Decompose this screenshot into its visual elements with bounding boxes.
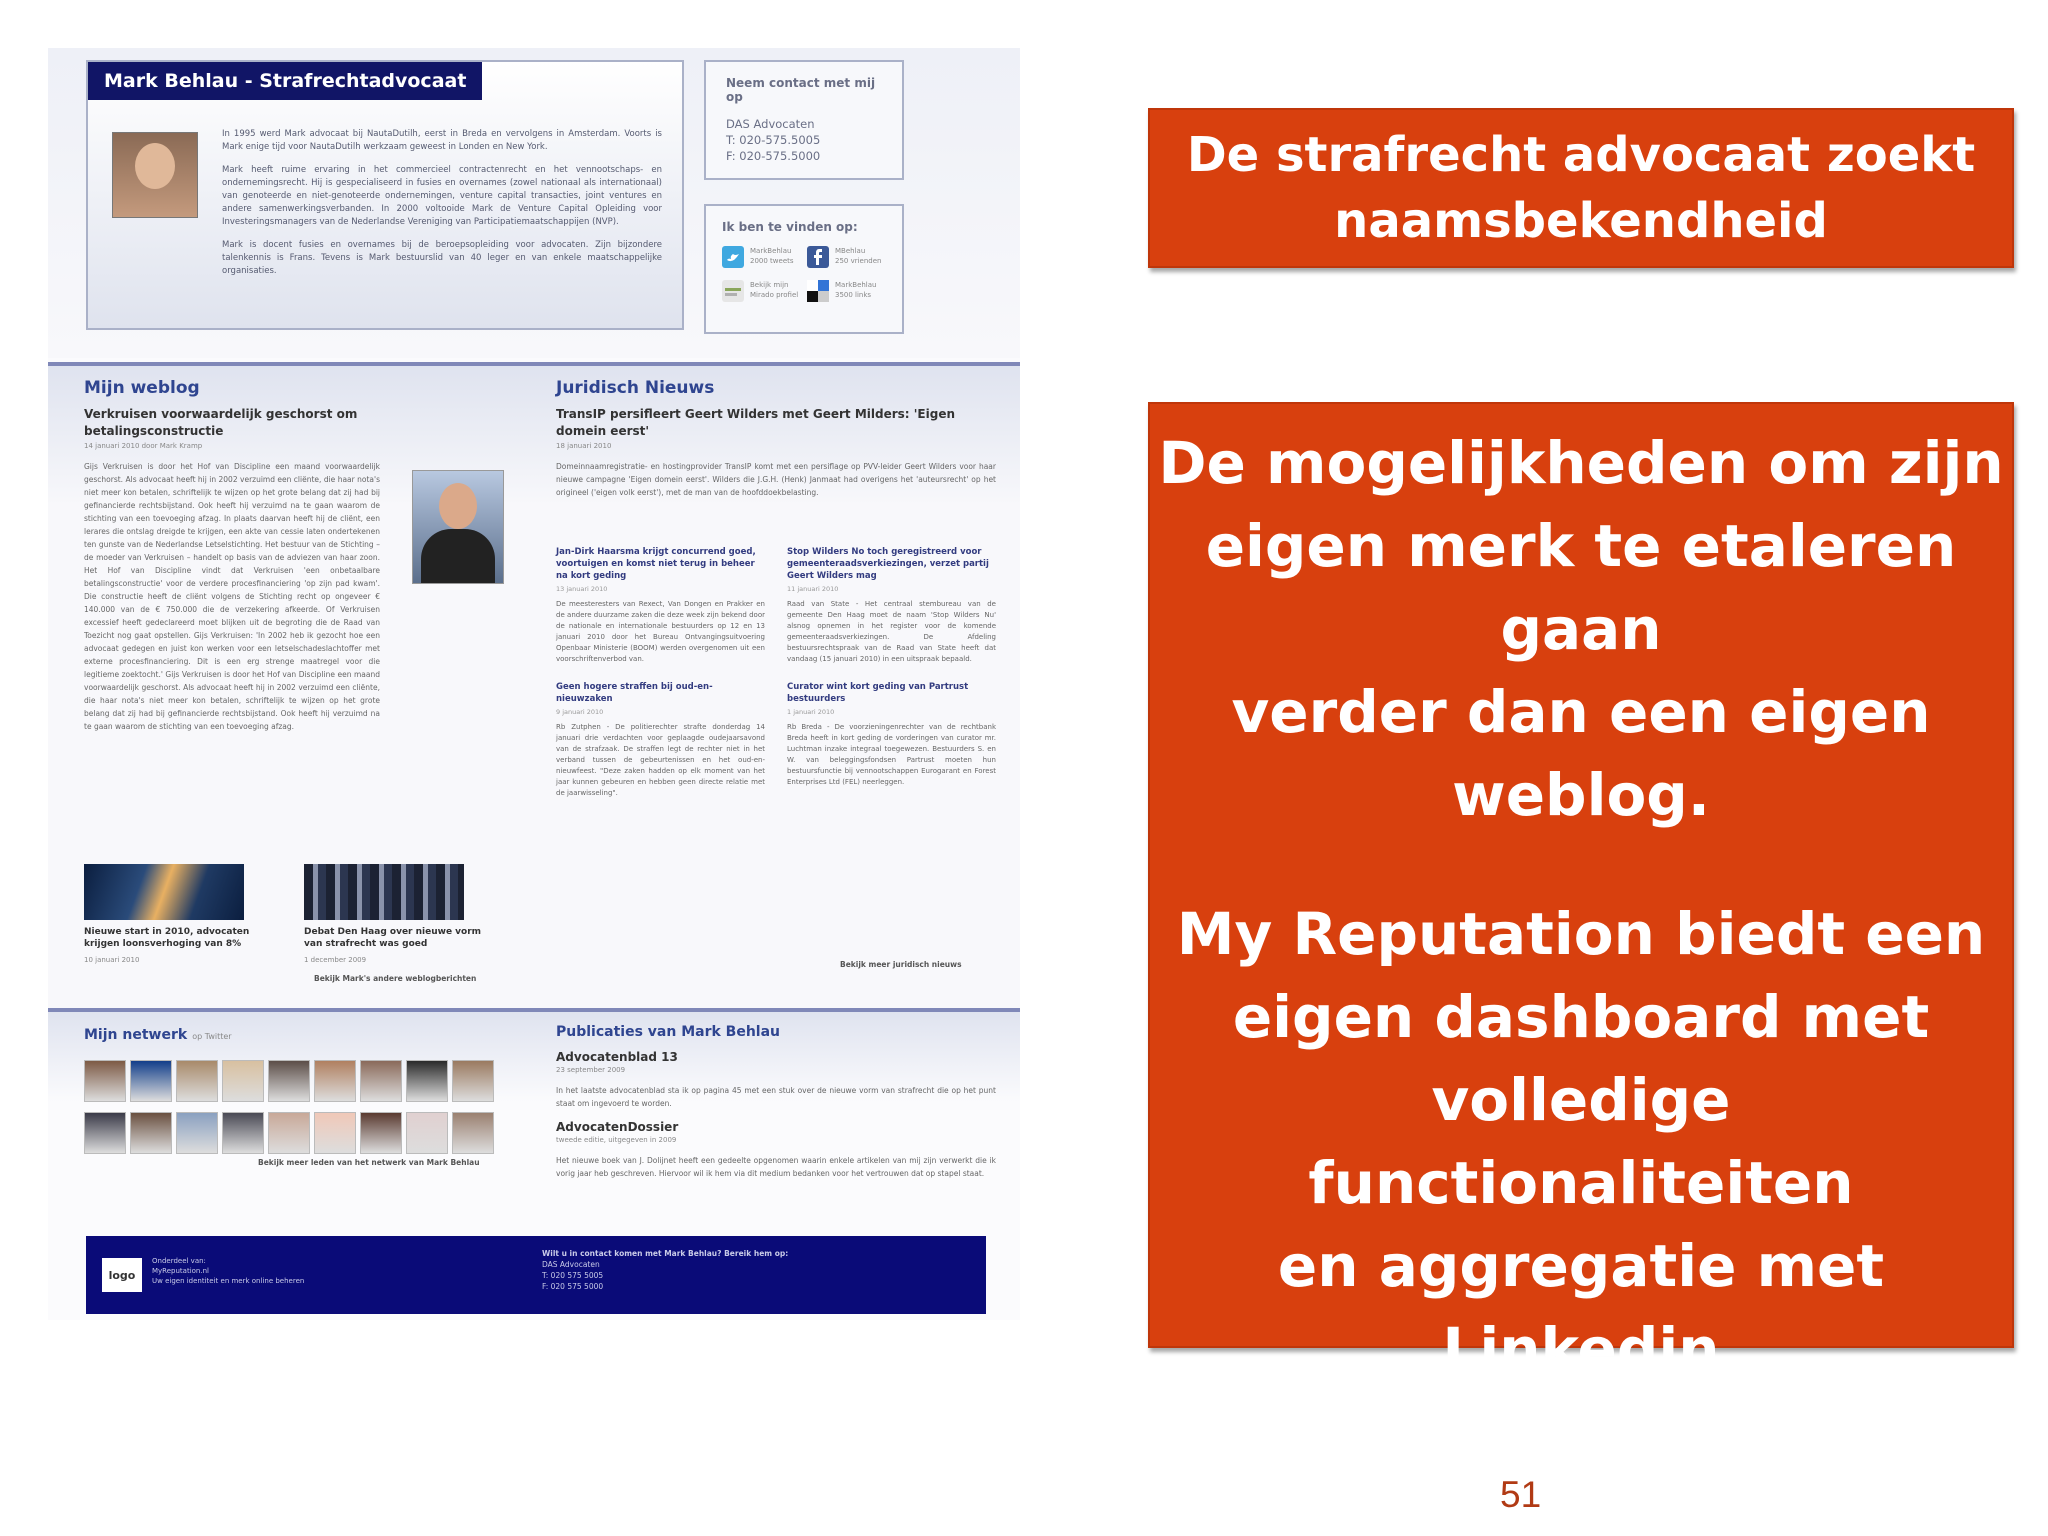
site-footer: [86, 1236, 986, 1314]
network-avatar[interactable]: [360, 1112, 402, 1154]
news-item: [787, 546, 996, 681]
network-avatars: [84, 1060, 498, 1154]
social-name: MarkBehlau: [750, 247, 792, 255]
description-line: volledige functionaliteiten: [1308, 1066, 1854, 1217]
publications-column: [556, 1024, 996, 1180]
network-avatar[interactable]: [84, 1060, 126, 1102]
news-item-date: 13 januari 2010: [556, 585, 608, 593]
site-logo[interactable]: logo: [102, 1258, 142, 1292]
network-avatar[interactable]: [176, 1112, 218, 1154]
profile-section: [48, 48, 1020, 358]
social-name: MBehlau: [835, 247, 866, 255]
description-line: en aggregatie met Linkedin: [1277, 1232, 1885, 1383]
lawyer-photo: [412, 470, 504, 584]
footer-line: T: 020 575 5005: [542, 1271, 604, 1280]
network-avatar[interactable]: [130, 1060, 172, 1102]
network-avatar[interactable]: [176, 1060, 218, 1102]
weblog-article-body: Gijs Verkruisen is door het Hof van Discipline een maand voorwaardelijk geschorst. Als advocaat heeft hij in 2002 verzuimd een cliënte, die haar nota's niet meer kon betalen, schriftelijk te wijzen op het grote belang dat zij had bij gefinancierde rechtsbijstand. Ook heeft hij verzuimd na te gaan waarom de stichting van een toevoeging afzag. In plaats daarvan heeft hij de cliënt, een lerares die ontslag dreigde te krijgen, een akte van cessie laten ondertekenen ten gunste van de Nederlandse Letselstichting. Het bestuur van de Stichting – de moeder van Verkruisen – handelt op basis van de adviezen van haar zoon. Het Hof van Discipline vindt dat Verkruisen 'een onbetaalbare betalingsconstructie' voor de verdere procesfinanciering 'op zijn pad kwam'. Die constructie heeft de cliënt volgens de Stichting recht op ongeveer € 140.000 van de € 750.000 die de verzekering afkeerde. Of Verkruisen excessief heeft gedeclareerd moet blijken uit de begroting die de Raad van Toezicht nog gaat opstellen. Gijs Verkruisen: 'In 2002 heb ik gezocht hoe een advocaat gedegen en juist kon werken voor een letselschadeslachtoffer met externe procesfinanciering. Dit is een erg strenge maatregel voor die legitieme zoektocht.' Gijs Verkruisen is door het Hof van Discipline een maand voorwaardelijk geschorst. Als advocaat heeft hij in 2002 verzuimd een cliënte, die haar nota's niet meer kon betalen, schriftelijk te wijzen op het grote belang dat zij had bij gefinancierde rechtsbijstand. Ook heeft hij verzuimd na te gaan waarom de stichting van een toevoeging afzag.: [84, 462, 380, 731]
contact-company: DAS Advocaten: [726, 117, 815, 131]
network-avatar[interactable]: [314, 1112, 356, 1154]
news-item: [556, 681, 765, 815]
publication-body: In het laatste advocatenblad sta ik op pagina 45 met een stuk over de nieuwe vorm van strafrecht die op het punt staat om ingevoerd te worden.: [556, 1086, 996, 1108]
footer-left: [152, 1256, 304, 1286]
bio-paragraph: Mark is docent fusies en overnames bij de beroepsopleiding voor advocaten. Zijn bijzondere talenkennis is Frans. Tevens is Mark bestuurslid van 40 leger en van enkele maatschappelijke organisaties.: [222, 240, 662, 276]
news-item-body: Rb Zutphen - De politierechter strafte donderdag 14 januari drie verdachten voor geplaagde oudejaarsavond van de strafzaak. De straffen legt de rechter niet in het verband tussen de gebeurtenissen en het oud-en-nieuwfeest. "Deze zaken hadden op elk moment van het jaar kunnen gebeuren en hebben geen directe relatie met de jaarwisseling".: [556, 723, 765, 797]
headline-box: [1148, 108, 2014, 268]
footer-line: F: 020 575 5000: [542, 1282, 604, 1291]
blog-thumb-date: 1 december 2009: [304, 956, 367, 964]
description-line: My Reputation biedt een: [1176, 900, 1986, 968]
description-line: verder dan een eigen: [1231, 678, 1931, 746]
weblog-column: [84, 378, 380, 820]
bio-paragraph: Mark heeft ruime ervaring in het commercieel contractenrecht en het vennootschaps- en ondernemingsrecht. Hij is gespecialiseerd in fusies en overnames (zowel nationaal als internationaal) van genoteerde en niet-genoteerde ondernemingen, venture capital transacties, joint ventures en andere samenwerkingsverbanden. In 2000 voltooide Mark de Venture Capital Opleiding voor Investeringsmanagers van de Nederlandse Vereniging van Participatiemaatschappijen (NVP).: [222, 165, 662, 227]
news-item-title[interactable]: Geen hogere straffen bij oud-en-nieuwzaken: [556, 682, 713, 704]
social-link-linkedin[interactable]: [722, 280, 801, 302]
weblog-title: Mijn weblog: [84, 378, 200, 398]
publication-title[interactable]: Advocatenblad 13: [556, 1050, 678, 1064]
publication-date: tweede editie, uitgegeven in 2009: [556, 1136, 677, 1144]
profile-name-bar: Mark Behlau - Strafrechtadvocaat: [88, 62, 482, 100]
blog-thumbnail[interactable]: [304, 864, 464, 920]
news-item-body: Rb Breda - De voorzieningenrechter van de rechtbank Breda heeft in kort geding de vorderingen van curator mr. Luchtman inzake integraal toegewezen. Bestuurders S. en W. van beleggingsfondsen Partrust moeten hun bestuursfunctie bij vennootschappen Eurogarant en Forest Enterprises Ltd (FEL) neerleggen.: [787, 723, 996, 786]
social-sub: Mirado profiel: [750, 291, 799, 299]
news-headline-body: Domeinnaamregistratie- en hostingprovider TransIP komt met een persiflage op PVV-leider Geert Wilders voor haar nieuwe campagne 'Eigen domein eerst'. Wilders die J.G.H. (Henk) Janmaat had overigens het 'auteursrecht' op het origineel ('eigen volk eerst'), met de man van de hoofddoekbelasting.: [556, 462, 996, 497]
news-item-date: 9 januari 2010: [556, 708, 604, 716]
social-box: [704, 204, 904, 334]
contact-box: [704, 60, 904, 180]
profile-bio: [222, 128, 662, 288]
footer-line: Onderdeel van:: [152, 1257, 206, 1265]
network-more-link[interactable]: Bekijk meer leden van het netwerk van Mark Behlau: [258, 1158, 480, 1167]
news-item: [556, 546, 765, 681]
network-avatar[interactable]: [406, 1060, 448, 1102]
description-line: eigen dashboard met: [1232, 983, 1930, 1051]
network-avatar[interactable]: [222, 1112, 264, 1154]
publication-body: Het nieuwe boek van J. Dolijnet heeft een gedeelte opgenomen waarin enkele artikelen van mij zijn verwerkt die ik vorig jaar heb geschreven. Hiervoor wil ik hem via dit medium bedanken voor het vertrouwen dat op stapel staat.: [556, 1156, 996, 1178]
social-sub: 250 vrienden: [835, 257, 882, 265]
blog-thumb-title[interactable]: Debat Den Haag over nieuwe vorm van strafrecht was goed: [304, 927, 482, 949]
social-name: Bekijk mijn: [750, 281, 789, 289]
blog-thumbnail[interactable]: [84, 864, 244, 920]
network-subtitle: op Twitter: [192, 1032, 232, 1041]
news-item-date: 1 januari 2010: [787, 708, 835, 716]
news-items: [556, 546, 996, 815]
network-avatar[interactable]: [406, 1112, 448, 1154]
news-item-title[interactable]: Jan-Dirk Haarsma krijgt concurrend goed, voortuigen en komst niet terug in beheer na kort geding: [556, 547, 756, 581]
bio-paragraph: In 1995 werd Mark advocaat bij NautaDutilh, eerst in Breda en vervolgens in Amsterdam. Voorts is Mark enige tijd voor NautaDutilh werkzaam geweest in Londen en New York.: [222, 129, 662, 152]
description-line: weblog.: [1452, 761, 1710, 829]
social-heading: Ik ben te vinden op:: [722, 220, 858, 234]
network-title: Mijn netwerk: [84, 1027, 188, 1043]
description-line: De mogelijkheden om zijn: [1158, 429, 2004, 497]
delicious-icon: [807, 280, 829, 302]
description-line: en Twitter.: [1408, 1398, 1754, 1466]
publication-title[interactable]: AdvocatenDossier: [556, 1120, 679, 1134]
profile-photo: [112, 132, 198, 218]
news-item-title[interactable]: Stop Wilders No toch geregistreerd voor gemeenteraadsverkiezingen, verzet partij Geert Wilders mag: [787, 547, 989, 581]
news-title: Juridisch Nieuws: [556, 378, 715, 398]
footer-line: Uw eigen identiteit en merk online beheren: [152, 1277, 305, 1285]
contact-heading: Neem contact met mij op: [726, 76, 876, 104]
social-link-twitter[interactable]: [722, 246, 801, 268]
news-item-date: 11 januari 2010: [787, 585, 839, 593]
profile-box: [86, 60, 684, 330]
headline-line: De strafrecht advocaat zoekt: [1186, 127, 1976, 183]
weblog-article-date: 14 januari 2010 door Mark Kramp: [84, 442, 203, 450]
weblog-article-title[interactable]: Verkruisen voorwaardelijk geschorst om betalingsconstructie: [84, 407, 358, 438]
network-avatar[interactable]: [452, 1060, 494, 1102]
social-name: MarkBehlau: [835, 281, 877, 289]
network-avatar[interactable]: [268, 1060, 310, 1102]
social-sub: 2000 tweets: [750, 257, 794, 265]
website-screenshot: [48, 48, 1020, 1320]
network-avatar[interactable]: [268, 1112, 310, 1154]
blog-thumb-title[interactable]: Nieuwe start in 2010, advocaten krijgen loonsverhoging van 8%: [84, 927, 250, 949]
description-line: eigen merk te etaleren gaan: [1205, 512, 1957, 663]
news-headline[interactable]: TransIP persifleert Geert Wilders met Geert Milders: 'Eigen domein eerst': [556, 407, 956, 438]
news-item: [787, 681, 996, 815]
footer-line: DAS Advocaten: [542, 1260, 600, 1269]
network-avatar[interactable]: [452, 1112, 494, 1154]
blog-thumb-date: 10 januari 2010: [84, 956, 140, 964]
network-avatar[interactable]: [130, 1112, 172, 1154]
social-link-delicious[interactable]: [807, 280, 886, 302]
social-sub: 3500 links: [835, 291, 872, 299]
news-column: [556, 378, 996, 499]
contact-fax: F: 020-575.5000: [726, 149, 821, 163]
network-avatar[interactable]: [84, 1112, 126, 1154]
weblog-more-link[interactable]: Bekijk Mark's andere weblogberichten: [314, 974, 477, 983]
description-box: [1148, 402, 2014, 1466]
publications-title: Publicaties van Mark Behlau: [556, 1024, 781, 1040]
footer-right: [542, 1248, 788, 1292]
publication-date: 23 september 2009: [556, 1066, 626, 1074]
network-heading: [84, 1024, 232, 1043]
twitter-icon: [722, 246, 744, 268]
headline-line: naamsbekendheid: [1334, 193, 1828, 249]
news-item-body: Raad van State - Het centraal stembureau van de gemeente Den Haag moet de naam 'Stop Wilders Nu' alsnog opnemen in het register voor de komende gemeenteraadsverkiezingen. De Afdeling bestuursrechtspraak van de Raad van State heeft dat vandaag (15 januari 2010) in een uitspraak bepaald.: [787, 600, 996, 663]
network-avatar[interactable]: [314, 1060, 356, 1102]
network-avatar[interactable]: [360, 1060, 402, 1102]
contact-phone[interactable]: T: 020-575.5005: [726, 133, 821, 147]
social-link-facebook[interactable]: [807, 246, 886, 268]
news-more-link[interactable]: Bekijk meer juridisch nieuws: [840, 960, 962, 969]
network-avatar[interactable]: [222, 1060, 264, 1102]
footer-line[interactable]: MyReputation.nl: [152, 1267, 209, 1275]
page-number: 51: [1500, 1474, 1542, 1515]
content-section: [48, 362, 1020, 1008]
facebook-icon: [807, 246, 829, 268]
news-item-title[interactable]: Curator wint kort geding van Partrust bestuurders: [787, 682, 969, 704]
news-item-body: De meesteresters van Rexect, Van Dongen en Prakker en de andere duurzame zaken die deze week zijn bekend door de nationale en internationale bestuurders op 12 en 13 januari 2010 door het Bureau Ontvangingsuitvoering Openbaar Ministerie (BOOM) werden overgenomen uit een voorschriftenverbod van.: [556, 600, 765, 663]
linkedin-icon: [722, 280, 744, 302]
news-headline-date: 18 januari 2010: [556, 442, 612, 450]
footer-line: Wilt u in contact komen met Mark Behlau? Bereik hem op:: [542, 1249, 789, 1258]
